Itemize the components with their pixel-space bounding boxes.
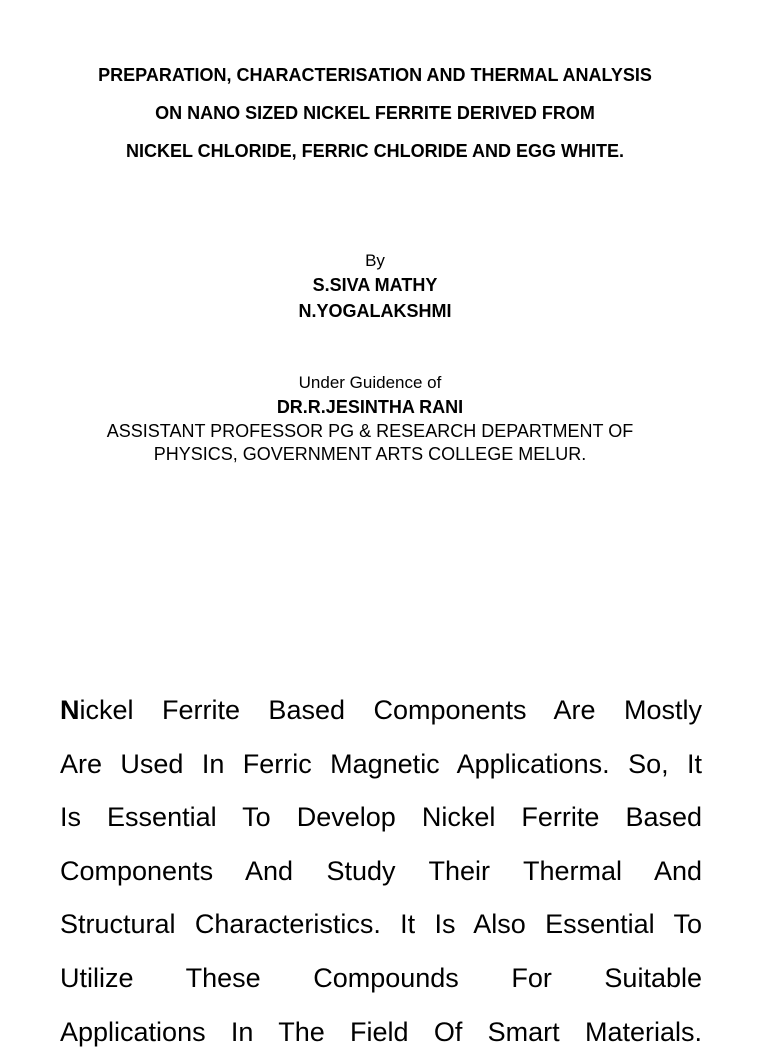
abstract-line-4: Components And Study Their Thermal And: [60, 855, 702, 886]
author-2: N.YOGALAKSHMI: [298, 301, 452, 321]
author-1: S.SIVA MATHY: [312, 275, 438, 295]
abstract-paragraph: [60, 684, 702, 1059]
guidance-block: [0, 372, 740, 466]
abstract-line-6: Utilize These Compounds For Suitable: [60, 962, 702, 993]
abstract-first-letter: N: [60, 695, 80, 725]
title-line-2: ON NANO SIZED NICKEL FERRITE DERIVED FROM: [155, 103, 595, 123]
guide-name: DR.R.JESINTHA RANI: [276, 397, 464, 417]
guide-affiliation-line-2: PHYSICS, GOVERNMENT ARTS COLLEGE MELUR.: [153, 444, 587, 464]
title-line-3: NICKEL CHLORIDE, FERRIC CHLORIDE AND EGG WHITE.: [125, 141, 624, 161]
guide-affiliation-line-1: ASSISTANT PROFESSOR PG & RESEARCH DEPARTMENT OF: [106, 421, 634, 441]
abstract-line-3: Is Essential To Develop Nickel Ferrite Based: [60, 802, 702, 833]
guidance-label: Under Guidence of: [298, 373, 442, 392]
abstract-line-1: [60, 684, 702, 738]
abstract-line-2: Are Used In Ferric Magnetic Applications. So, It: [60, 748, 702, 779]
byline: [0, 250, 750, 324]
by-label: By: [365, 251, 385, 270]
title-line-1: PREPARATION, CHARACTERISATION AND THERMAL ANALYSIS: [98, 65, 652, 85]
abstract-line-1-text: ickel Ferrite Based Components Are Mostly: [79, 695, 702, 725]
document-title: [0, 56, 750, 170]
abstract-line-5: Structural Characteristics. It Is Also Essential To: [60, 909, 702, 940]
abstract-line-7: Applications In The Field Of Smart Materials.: [60, 1016, 702, 1047]
